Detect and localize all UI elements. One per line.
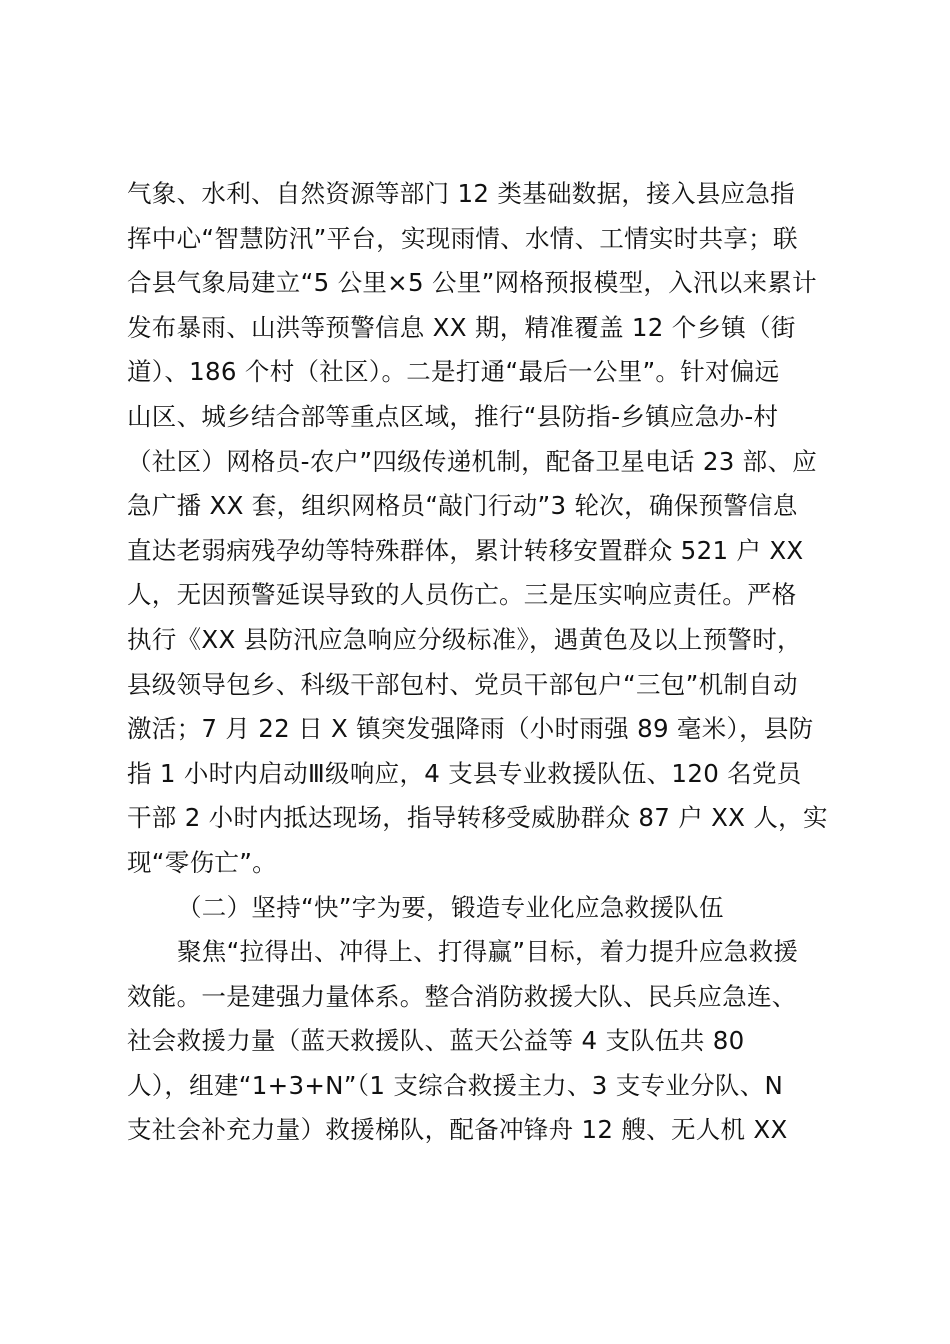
text-line: 干部 2 小时内抵达现场，指导转移受威胁群众 87 户 XX 人，实: [127, 803, 828, 833]
paragraph-1: [127, 172, 837, 886]
text-line: （社区）网格员-农户”四级传递机制，配备卫星电话 23 部、应: [127, 446, 818, 476]
text-line: 执行《XX 县防汛应急响应分级标准》，遇黄色及以上预警时，: [127, 624, 802, 654]
text-line: 县级领导包乡、科级干部包村、党员干部包户“三包”机制自动: [127, 669, 798, 699]
text-line: 山区、城乡结合部等重点区域，推行“县防指-乡镇应急办-村: [127, 401, 779, 431]
text-line: 人，无因预警延误导致的人员伤亡。三是压实响应责任。严格: [127, 580, 797, 610]
text-line: 支社会补充力量）救援梯队，配备冲锋舟 12 艘、无人机 XX: [127, 1115, 788, 1145]
text-line: 气象、水利、自然资源等部门 12 类基础数据，接入县应急指: [127, 179, 795, 208]
section-heading: [127, 886, 837, 931]
section-heading-text: （二）坚持“快”字为要，锻造专业化应急救援队伍: [177, 892, 724, 922]
document-body: [127, 172, 837, 1153]
text-line: 指 1 小时内启动Ⅲ级响应，4 支县专业救援队伍、120 名党员: [127, 758, 802, 788]
text-line: 急广播 XX 套，组织网格员“敲门行动”3 轮次，确保预警信息: [127, 491, 798, 521]
text-line: 发布暴雨、山洪等预警信息 XX 期，精准覆盖 12 个乡镇（街: [127, 312, 796, 342]
text-line: 聚焦“拉得出、冲得上、打得赢”目标，着力提升应急救援: [177, 937, 799, 967]
text-line: 道）、186 个村（社区）。二是打通“最后一公里”。针对偏远: [127, 357, 780, 387]
text-line: 人），组建“1+3+N”（1 支综合救援主力、3 支专业分队、N: [127, 1070, 784, 1100]
text-line: 直达老弱病残孕幼等特殊群体，累计转移安置群众 521 户 XX: [127, 535, 804, 565]
text-line: 合县气象局建立“5 公里×5 公里”网格预报模型，入汛以来累计: [127, 268, 817, 298]
text-line: 现“零伤亡”。: [127, 847, 277, 877]
text-line: 社会救援力量（蓝天救援队、蓝天公益等 4 支队伍共 80: [127, 1026, 745, 1056]
text-line: 挥中心“智慧防汛”平台，实现雨情、水情、工情实时共享；联: [127, 223, 798, 253]
text-line: 效能。一是建强力量体系。整合消防救援大队、民兵应急连、: [127, 981, 797, 1011]
paragraph-2: [127, 930, 837, 1153]
text-line: 激活；7 月 22 日 X 镇突发强降雨（小时雨强 89 毫米），县防: [127, 714, 814, 744]
